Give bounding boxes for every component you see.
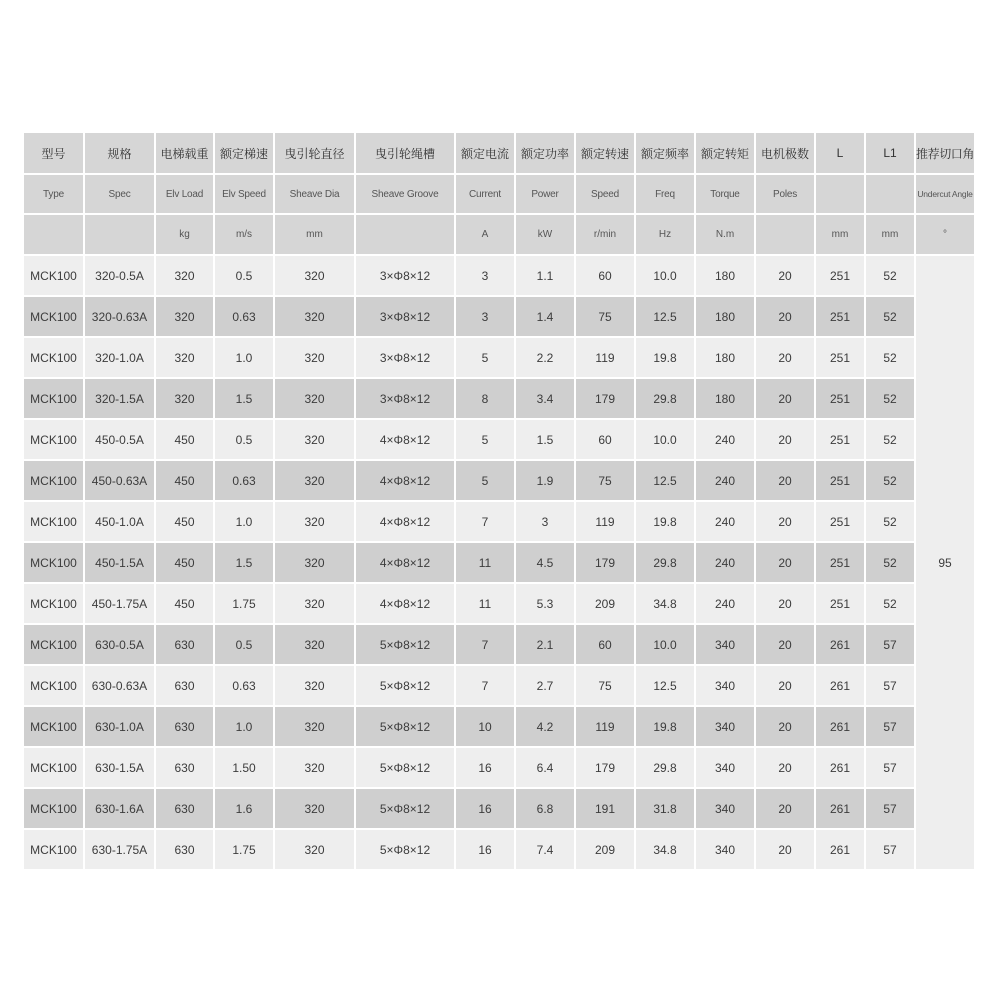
table-cell: 4.2 xyxy=(516,707,574,746)
table-cell: 5×Φ8×12 xyxy=(356,748,454,787)
unit-cell: Hz xyxy=(636,215,694,254)
table-cell: 3×Φ8×12 xyxy=(356,256,454,295)
table-cell: 630-1.5A xyxy=(85,748,154,787)
table-cell: 320 xyxy=(275,707,354,746)
header-zh-cell: 额定转速 xyxy=(576,133,634,173)
table-cell: 29.8 xyxy=(636,379,694,418)
table-cell: 251 xyxy=(816,502,864,541)
table-cell: 52 xyxy=(866,256,914,295)
table-cell: 29.8 xyxy=(636,543,694,582)
table-cell: 251 xyxy=(816,297,864,336)
table-cell: 12.5 xyxy=(636,297,694,336)
table-cell: 320-0.5A xyxy=(85,256,154,295)
table-cell: 20 xyxy=(756,338,814,377)
table-cell: 1.5 xyxy=(516,420,574,459)
header-en-cell xyxy=(866,175,914,213)
header-en-cell: Elv Speed xyxy=(215,175,273,213)
table-cell: 320 xyxy=(156,256,213,295)
table-cell: 240 xyxy=(696,420,754,459)
header-zh-cell: L1 xyxy=(866,133,914,173)
table-cell: MCK100 xyxy=(24,830,83,869)
header-row-units xyxy=(24,215,974,254)
table-cell: 320 xyxy=(156,297,213,336)
table-cell: 52 xyxy=(866,297,914,336)
table-cell: 320 xyxy=(275,379,354,418)
table-cell: 630 xyxy=(156,707,213,746)
table-cell: 34.8 xyxy=(636,830,694,869)
table-cell: 57 xyxy=(866,748,914,787)
table-cell: 320 xyxy=(156,379,213,418)
table-row xyxy=(24,297,974,336)
table-cell: 320 xyxy=(275,297,354,336)
table-row xyxy=(24,666,974,705)
table-cell: 5×Φ8×12 xyxy=(356,707,454,746)
table-cell: 52 xyxy=(866,338,914,377)
table-cell: 450-1.5A xyxy=(85,543,154,582)
table-cell: 209 xyxy=(576,830,634,869)
unit-cell: m/s xyxy=(215,215,273,254)
table-cell: 20 xyxy=(756,461,814,500)
header-zh-cell: 曳引轮直径 xyxy=(275,133,354,173)
table-row xyxy=(24,584,974,623)
table-row xyxy=(24,256,974,295)
table-cell: 119 xyxy=(576,502,634,541)
table-cell: 180 xyxy=(696,256,754,295)
table-cell: 20 xyxy=(756,666,814,705)
table-cell: 5×Φ8×12 xyxy=(356,666,454,705)
table-cell: 0.63 xyxy=(215,666,273,705)
table-cell: 6.4 xyxy=(516,748,574,787)
table-cell: 320 xyxy=(275,420,354,459)
table-row xyxy=(24,420,974,459)
table-cell: 7 xyxy=(456,666,514,705)
table-cell: 11 xyxy=(456,584,514,623)
table-cell: 4.5 xyxy=(516,543,574,582)
table-cell: MCK100 xyxy=(24,584,83,623)
table-cell: 340 xyxy=(696,707,754,746)
table-cell: 52 xyxy=(866,420,914,459)
table-cell: 11 xyxy=(456,543,514,582)
table-cell: 251 xyxy=(816,256,864,295)
undercut-angle-cell: 95 xyxy=(916,256,974,869)
table-cell: MCK100 xyxy=(24,338,83,377)
table-row xyxy=(24,748,974,787)
table-cell: 31.8 xyxy=(636,789,694,828)
table-cell: 10.0 xyxy=(636,420,694,459)
header-en-cell: Power xyxy=(516,175,574,213)
table-cell: 630 xyxy=(156,748,213,787)
table-cell: MCK100 xyxy=(24,543,83,582)
table-cell: 5×Φ8×12 xyxy=(356,789,454,828)
table-cell: 630-0.63A xyxy=(85,666,154,705)
table-cell: 179 xyxy=(576,748,634,787)
table-cell: 180 xyxy=(696,297,754,336)
header-zh-cell: 型号 xyxy=(24,133,83,173)
header-en-cell: Spec xyxy=(85,175,154,213)
table-cell: 240 xyxy=(696,584,754,623)
table-cell: 20 xyxy=(756,379,814,418)
table-cell: 19.8 xyxy=(636,707,694,746)
table-cell: 2.1 xyxy=(516,625,574,664)
unit-cell xyxy=(356,215,454,254)
table-cell: 0.63 xyxy=(215,297,273,336)
header-zh-cell: 额定电流 xyxy=(456,133,514,173)
table-cell: 7 xyxy=(456,502,514,541)
table-cell: 29.8 xyxy=(636,748,694,787)
table-row xyxy=(24,338,974,377)
table-cell: MCK100 xyxy=(24,297,83,336)
header-zh-cell: 电机极数 xyxy=(756,133,814,173)
table-cell: 450-0.63A xyxy=(85,461,154,500)
table-cell: MCK100 xyxy=(24,707,83,746)
table-cell: 6.8 xyxy=(516,789,574,828)
table-row xyxy=(24,502,974,541)
table-cell: 0.5 xyxy=(215,256,273,295)
header-zh-cell: 额定梯速 xyxy=(215,133,273,173)
header-en-cell: Freq xyxy=(636,175,694,213)
table-cell: 5 xyxy=(456,461,514,500)
motor-spec-table xyxy=(22,131,976,871)
table-cell: 7 xyxy=(456,625,514,664)
table-cell: 52 xyxy=(866,584,914,623)
table-cell: 1.4 xyxy=(516,297,574,336)
table-cell: MCK100 xyxy=(24,748,83,787)
table-cell: 3×Φ8×12 xyxy=(356,297,454,336)
table-cell: 340 xyxy=(696,830,754,869)
table-cell: 20 xyxy=(756,625,814,664)
table-cell: 20 xyxy=(756,830,814,869)
header-zh-cell: 规格 xyxy=(85,133,154,173)
table-cell: 5×Φ8×12 xyxy=(356,625,454,664)
table-cell: 3×Φ8×12 xyxy=(356,338,454,377)
table-cell: 3 xyxy=(516,502,574,541)
table-cell: 240 xyxy=(696,543,754,582)
table-cell: 320 xyxy=(275,748,354,787)
table-cell: 75 xyxy=(576,666,634,705)
table-cell: 16 xyxy=(456,789,514,828)
table-cell: 52 xyxy=(866,543,914,582)
table-cell: 450-1.0A xyxy=(85,502,154,541)
table-cell: 4×Φ8×12 xyxy=(356,461,454,500)
table-cell: 261 xyxy=(816,789,864,828)
table-cell: 0.63 xyxy=(215,461,273,500)
table-cell: 240 xyxy=(696,502,754,541)
unit-cell: mm xyxy=(816,215,864,254)
header-row-english xyxy=(24,175,974,213)
header-zh-cell: L xyxy=(816,133,864,173)
table-cell: 5.3 xyxy=(516,584,574,623)
table-cell: 320 xyxy=(156,338,213,377)
table-cell: 180 xyxy=(696,338,754,377)
header-zh-cell: 额定转矩 xyxy=(696,133,754,173)
table-cell: 5 xyxy=(456,338,514,377)
table-cell: MCK100 xyxy=(24,789,83,828)
table-row xyxy=(24,461,974,500)
table-cell: 20 xyxy=(756,256,814,295)
table-cell: 16 xyxy=(456,748,514,787)
table-cell: 261 xyxy=(816,830,864,869)
header-en-cell: Speed xyxy=(576,175,634,213)
table-cell: 20 xyxy=(756,502,814,541)
table-cell: 251 xyxy=(816,584,864,623)
header-zh-cell: 电梯载重 xyxy=(156,133,213,173)
table-cell: 320 xyxy=(275,789,354,828)
table-cell: 1.0 xyxy=(215,707,273,746)
table-cell: 630 xyxy=(156,830,213,869)
unit-cell xyxy=(24,215,83,254)
unit-cell: r/min xyxy=(576,215,634,254)
table-cell: 320 xyxy=(275,338,354,377)
table-cell: 20 xyxy=(756,420,814,459)
table-cell: 320 xyxy=(275,256,354,295)
header-en-cell: Sheave Dia xyxy=(275,175,354,213)
table-cell: 630 xyxy=(156,666,213,705)
table-cell: 2.2 xyxy=(516,338,574,377)
table-cell: 450-0.5A xyxy=(85,420,154,459)
unit-cell: kg xyxy=(156,215,213,254)
table-cell: 320 xyxy=(275,584,354,623)
unit-cell: mm xyxy=(866,215,914,254)
table-cell: 1.5 xyxy=(215,543,273,582)
table-cell: 12.5 xyxy=(636,461,694,500)
table-cell: 1.0 xyxy=(215,338,273,377)
unit-cell: N.m xyxy=(696,215,754,254)
header-zh-cell: 曳引轮绳槽 xyxy=(356,133,454,173)
table-cell: 0.5 xyxy=(215,625,273,664)
table-cell: 19.8 xyxy=(636,502,694,541)
table-cell: 320 xyxy=(275,543,354,582)
table-cell: 209 xyxy=(576,584,634,623)
table-cell: 4×Φ8×12 xyxy=(356,502,454,541)
table-cell: MCK100 xyxy=(24,256,83,295)
table-cell: 320-1.0A xyxy=(85,338,154,377)
table-cell: 450-1.75A xyxy=(85,584,154,623)
table-cell: 20 xyxy=(756,789,814,828)
table-cell: 3.4 xyxy=(516,379,574,418)
header-zh-cell: 推荐切口角 xyxy=(916,133,974,173)
table-body xyxy=(24,133,974,869)
table-cell: 34.8 xyxy=(636,584,694,623)
table-cell: 1.6 xyxy=(215,789,273,828)
table-cell: 3 xyxy=(456,256,514,295)
table-cell: 251 xyxy=(816,338,864,377)
unit-cell: mm xyxy=(275,215,354,254)
header-en-cell: Current xyxy=(456,175,514,213)
table-cell: 75 xyxy=(576,297,634,336)
unit-cell: ° xyxy=(916,215,974,254)
table-cell: 52 xyxy=(866,502,914,541)
table-cell: 320-0.63A xyxy=(85,297,154,336)
table-cell: MCK100 xyxy=(24,379,83,418)
header-en-cell: Elv Load xyxy=(156,175,213,213)
unit-cell xyxy=(85,215,154,254)
table-cell: MCK100 xyxy=(24,625,83,664)
table-cell: MCK100 xyxy=(24,461,83,500)
table-cell: 261 xyxy=(816,666,864,705)
table-cell: 1.0 xyxy=(215,502,273,541)
table-cell: 57 xyxy=(866,666,914,705)
table-cell: 7.4 xyxy=(516,830,574,869)
table-row xyxy=(24,707,974,746)
header-row-chinese xyxy=(24,133,974,173)
table-cell: 75 xyxy=(576,461,634,500)
table-cell: 5 xyxy=(456,420,514,459)
table-cell: 3 xyxy=(456,297,514,336)
header-en-cell: Type xyxy=(24,175,83,213)
table-cell: 320 xyxy=(275,830,354,869)
table-cell: 2.7 xyxy=(516,666,574,705)
table-cell: 57 xyxy=(866,830,914,869)
table-cell: 450 xyxy=(156,543,213,582)
table-cell: 60 xyxy=(576,256,634,295)
table-cell: 12.5 xyxy=(636,666,694,705)
table-row xyxy=(24,379,974,418)
table-cell: 1.75 xyxy=(215,830,273,869)
table-cell: 10 xyxy=(456,707,514,746)
table-cell: 180 xyxy=(696,379,754,418)
table-cell: 630 xyxy=(156,625,213,664)
table-cell: 19.8 xyxy=(636,338,694,377)
header-zh-cell: 额定频率 xyxy=(636,133,694,173)
table-cell: 8 xyxy=(456,379,514,418)
table-cell: 179 xyxy=(576,543,634,582)
table-cell: 179 xyxy=(576,379,634,418)
table-cell: 57 xyxy=(866,789,914,828)
table-cell: 450 xyxy=(156,502,213,541)
table-cell: 119 xyxy=(576,707,634,746)
table-cell: 16 xyxy=(456,830,514,869)
table-cell: 60 xyxy=(576,625,634,664)
table-cell: 261 xyxy=(816,748,864,787)
table-cell: 4×Φ8×12 xyxy=(356,584,454,623)
table-row xyxy=(24,625,974,664)
table-row xyxy=(24,543,974,582)
table-cell: MCK100 xyxy=(24,420,83,459)
table-cell: 0.5 xyxy=(215,420,273,459)
table-cell: 261 xyxy=(816,625,864,664)
table-cell: 5×Φ8×12 xyxy=(356,830,454,869)
table-cell: 3×Φ8×12 xyxy=(356,379,454,418)
table-row xyxy=(24,789,974,828)
table-cell: 630-1.75A xyxy=(85,830,154,869)
table-cell: 630-1.6A xyxy=(85,789,154,828)
table-cell: MCK100 xyxy=(24,666,83,705)
table-cell: 340 xyxy=(696,789,754,828)
table-cell: 240 xyxy=(696,461,754,500)
table-cell: 450 xyxy=(156,461,213,500)
table-cell: 1.75 xyxy=(215,584,273,623)
table-cell: 340 xyxy=(696,625,754,664)
table-cell: 57 xyxy=(866,707,914,746)
table-cell: 1.5 xyxy=(215,379,273,418)
table-cell: 320 xyxy=(275,666,354,705)
table-cell: 20 xyxy=(756,584,814,623)
header-en-cell: Poles xyxy=(756,175,814,213)
table-cell: 630 xyxy=(156,789,213,828)
unit-cell xyxy=(756,215,814,254)
unit-cell: A xyxy=(456,215,514,254)
table-cell: 4×Φ8×12 xyxy=(356,543,454,582)
table-cell: 320 xyxy=(275,461,354,500)
table-cell: 261 xyxy=(816,707,864,746)
table-cell: 10.0 xyxy=(636,625,694,664)
table-cell: 52 xyxy=(866,379,914,418)
table-cell: 191 xyxy=(576,789,634,828)
table-cell: 251 xyxy=(816,379,864,418)
table-cell: 251 xyxy=(816,461,864,500)
table-cell: 60 xyxy=(576,420,634,459)
header-zh-cell: 额定功率 xyxy=(516,133,574,173)
table-cell: 20 xyxy=(756,297,814,336)
header-en-cell: Torque xyxy=(696,175,754,213)
table-cell: 20 xyxy=(756,543,814,582)
table-cell: 340 xyxy=(696,748,754,787)
table-cell: MCK100 xyxy=(24,502,83,541)
table-cell: 251 xyxy=(816,543,864,582)
unit-cell: kW xyxy=(516,215,574,254)
table-cell: 630-1.0A xyxy=(85,707,154,746)
table-cell: 57 xyxy=(866,625,914,664)
table-cell: 52 xyxy=(866,461,914,500)
table-cell: 320 xyxy=(275,502,354,541)
table-cell: 1.50 xyxy=(215,748,273,787)
table-cell: 340 xyxy=(696,666,754,705)
table-cell: 119 xyxy=(576,338,634,377)
table-cell: 20 xyxy=(756,748,814,787)
header-en-cell: Sheave Groove xyxy=(356,175,454,213)
header-en-cell xyxy=(816,175,864,213)
table-cell: 1.1 xyxy=(516,256,574,295)
table-cell: 450 xyxy=(156,420,213,459)
table-row xyxy=(24,830,974,869)
table-cell: 251 xyxy=(816,420,864,459)
table-cell: 20 xyxy=(756,707,814,746)
table-cell: 450 xyxy=(156,584,213,623)
table-cell: 320 xyxy=(275,625,354,664)
header-en-cell: Undercut Angle xyxy=(916,175,974,213)
table-cell: 1.9 xyxy=(516,461,574,500)
table-cell: 630-0.5A xyxy=(85,625,154,664)
table-cell: 4×Φ8×12 xyxy=(356,420,454,459)
table-cell: 10.0 xyxy=(636,256,694,295)
table-cell: 320-1.5A xyxy=(85,379,154,418)
